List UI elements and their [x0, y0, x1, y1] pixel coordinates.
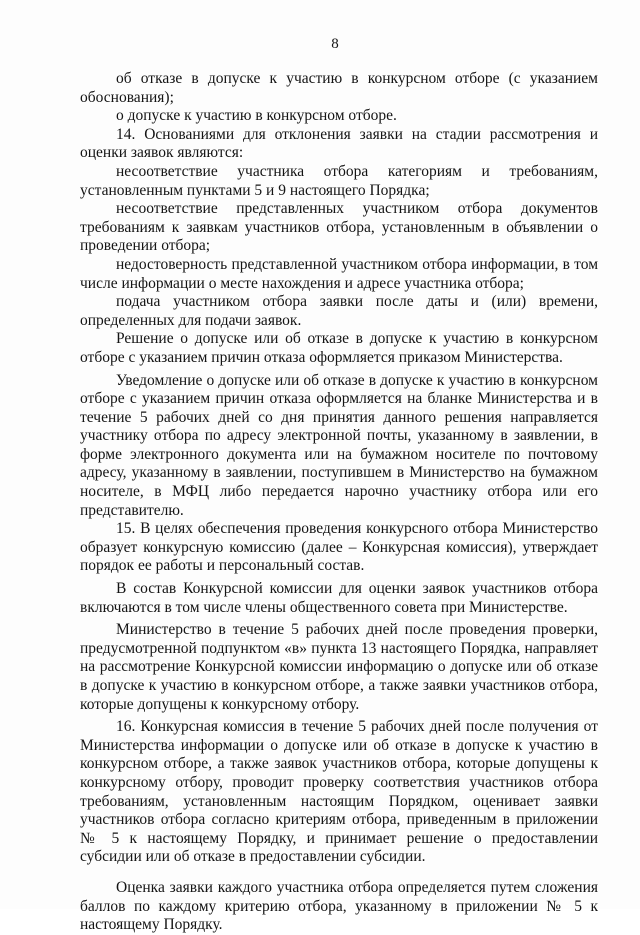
document-body — [80, 70, 598, 935]
paragraph-item-14-grounds: 14. Основаниями для отклонения заявки на стадии рассмотрения и оценки заявок являются: — [80, 125, 598, 162]
paragraph-item-15-commission: 15. В целях обеспечения проведения конкурсного отбора Министерство образует конкурсную комиссию (далее – Конкурсная комиссия), утверждает порядок ее работы и персональный состав. — [80, 520, 598, 575]
paragraph-commission-composition: В состав Конкурсной комиссии для оценки заявок участников отбора включаются в том числе члены общественного совета при Министерстве. — [80, 580, 598, 616]
paragraph-admission-option: о допуске к участию в конкурсном отборе. — [116, 107, 397, 125]
paragraph-decision-order: Решение о допуске или об отказе в допуске к участию в конкурсном отборе с указанием причин отказа оформляется приказом Министерства. — [80, 330, 598, 366]
paragraph-scoring: Оценка заявки каждого участника отбора определяется путем сложения баллов по каждому критерию отбора, указанному в приложении № 5 к настоящему Порядку. — [80, 878, 598, 934]
paragraph-ground-documents-mismatch: несоответствие представленных участником отбора документов требованиям к заявкам участников отбора, установленным в объявлении о проведении отбора; — [80, 200, 598, 255]
paragraph-denial-option: об отказе в допуске к участию в конкурсном отборе (с указанием обоснования); — [80, 70, 598, 106]
paragraph-item-16-evaluation: 16. Конкурсная комиссия в течение 5 рабочих дней после получения от Министерства информации о допуске или об отказе в допуске к участию в конкурсном отборе, а также заявок участников отбора, которые допущены к конкурсному отбору, проводит проверку соответствия участников отбора требованиям, установленным настоящим Порядком, оценивает заявки участников отбора согласно критериям отбора, приведенным в приложении № 5 к настоящему Порядку, и принимает решение о предоставлении субсидии или об отказе в предоставлении субсидии. — [80, 718, 598, 866]
page-number: 8 — [331, 36, 339, 52]
paragraph-ground-late-submission: подача участником отбора заявки после даты и (или) времени, определенных для подачи заявок. — [80, 293, 598, 329]
paragraph-ministry-referral: Министерство в течение 5 рабочих дней после проведения проверки, предусмотренной подпунктом «в» пункта 13 настоящего Порядка, направляет на рассмотрение Конкурсной комиссии информацию о допуске или об отказе в допуске к участию в конкурсном отборе, а также заявки участников отбора, которые допущены к конкурсному отбору. — [80, 621, 598, 713]
paragraph-ground-category-mismatch: несоответствие участника отбора категориям и требованиям, установленным пунктами 5 и 9 настоящего Порядка; — [80, 162, 598, 199]
paragraph-notification: Уведомление о допуске или об отказе в допуске к участию в конкурсном отборе с указанием причин отказа оформляется на бланке Министерства и в течение 5 рабочих дней со дня принятия данного решения направляется участнику отбора по адресу электронной почты, указанному в заявлении, в форме электронного документа или на бумажном носителе по почтовому адресу, указанному в заявлении, поступившем в Министерство на бумажном носителе, в МФЦ либо передается нарочно участнику отбора или его представителю. — [80, 371, 598, 519]
paragraph-ground-false-information: недостоверность представленной участником отбора информации, в том числе информации о месте нахождения и адресе участника отбора; — [80, 255, 598, 292]
